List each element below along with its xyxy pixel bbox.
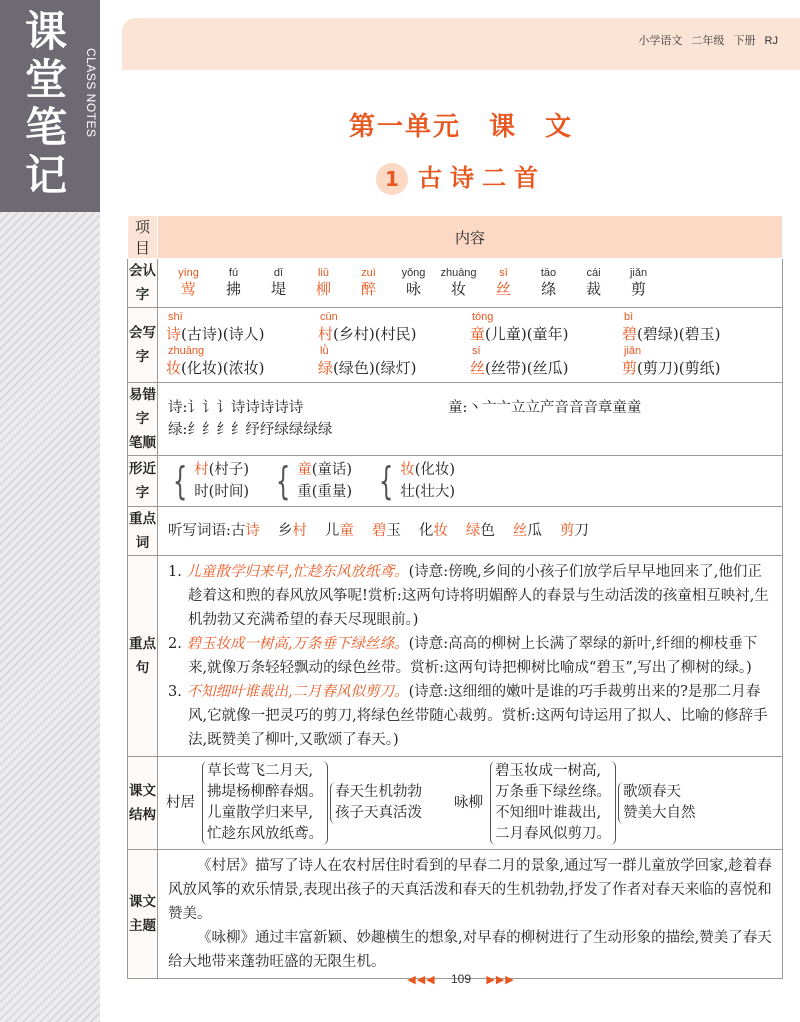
unit-title: 第一单元 课 文 — [348, 112, 573, 142]
keyword-hl: 剪 — [559, 523, 575, 539]
similar-a-char: 妆 — [400, 462, 415, 478]
pinyin: bì — [624, 311, 634, 323]
poem1-summary-line: 孩子天真活泼 — [335, 805, 422, 821]
header-grade: 二年级 — [691, 35, 725, 47]
row-similar — [128, 456, 783, 507]
lesson-number-badge: 1 — [376, 163, 408, 195]
label-stroke-2: 笔顺 — [129, 435, 156, 451]
keyword-post: 色 — [480, 523, 495, 539]
keyword-hl: 村 — [292, 523, 307, 539]
hanzi: 妆 — [166, 359, 182, 377]
lesson-title-text: 古诗二首 — [418, 164, 546, 192]
keyword-pre: 古 — [230, 523, 246, 539]
poem1-title: 村居 — [166, 794, 195, 811]
sentence-quote: 儿童散学归来早,忙趁东风放纸鸢。 — [186, 564, 409, 580]
label-theme-1: 课文 — [129, 894, 156, 910]
brace-icon: { — [378, 459, 394, 503]
sentences-content — [158, 556, 783, 757]
recognize-char — [301, 267, 346, 299]
label-structure-1: 课文 — [129, 783, 156, 799]
poem2-summary-line: 歌颂春天 — [623, 784, 681, 800]
brace-icon: { — [172, 459, 188, 503]
keyword — [466, 523, 495, 539]
poem2-line: 二月春风似剪刀。 — [495, 826, 611, 842]
write-char-words — [622, 323, 774, 345]
hanzi: 绿 — [318, 359, 334, 377]
similar-content — [158, 456, 783, 507]
similar-a — [194, 459, 249, 481]
label-write: 会写字 — [128, 308, 158, 383]
keyword — [419, 523, 448, 539]
label-keywords: 重点词 — [128, 507, 158, 556]
write-chars — [158, 308, 782, 382]
recognize-chars — [158, 263, 782, 303]
keyword-post: 刀 — [574, 523, 589, 539]
similar-a-word: (化妆) — [414, 462, 456, 478]
similar-a-char: 童 — [297, 462, 312, 478]
theme-content — [158, 850, 783, 979]
pinyin: sī — [499, 267, 508, 279]
sentence-item — [168, 632, 770, 680]
similar-pair — [271, 459, 352, 503]
similar-b: 时(时间) — [194, 484, 250, 500]
side-subtitle: CLASS NOTES — [84, 48, 98, 138]
structure-content — [158, 757, 783, 850]
write-char — [470, 345, 622, 379]
write-char-words — [166, 357, 318, 379]
keyword — [325, 523, 354, 539]
poem2-title: 咏柳 — [454, 794, 483, 811]
page-number: 109 — [450, 972, 472, 986]
write-char — [166, 345, 318, 379]
label-theme-2: 主题 — [129, 918, 156, 934]
poem1-summary-line: 春天生机勃勃 — [335, 784, 422, 800]
label-theme — [128, 850, 158, 979]
recognize-char — [346, 267, 391, 299]
keyword — [278, 523, 307, 539]
sentence-item — [168, 680, 770, 752]
table-header-row — [128, 216, 783, 259]
side-title — [16, 8, 76, 200]
similar-a — [297, 459, 352, 481]
words: (化妆)(浓妆) — [181, 359, 265, 377]
keyword-pre: 儿 — [324, 523, 340, 539]
write-char — [318, 311, 470, 345]
stroke-tong: 童:丶亠亠立立产音音音章童童 — [448, 400, 642, 416]
recognize-char — [256, 267, 301, 299]
keyword-hl: 妆 — [433, 523, 448, 539]
right-arrows-icon: ▶▶▶ — [486, 974, 515, 986]
row-recognize — [128, 259, 783, 308]
left-arrows-icon: ◀◀◀ — [407, 974, 436, 986]
pinyin: fú — [228, 267, 239, 279]
pinyin: zuì — [361, 267, 376, 279]
hanzi: 村 — [318, 325, 334, 343]
pinyin: sī — [472, 345, 481, 357]
write-char-words — [622, 357, 774, 379]
poem1-line: 儿童散学归来早, — [207, 805, 314, 821]
side-stripe — [0, 212, 100, 1022]
recognize-char — [166, 267, 211, 299]
poem2-line: 不知细叶谁裁出, — [495, 805, 602, 821]
write-char-words — [318, 357, 470, 379]
header-info — [638, 32, 778, 48]
keyword — [372, 523, 401, 539]
pinyin: tāo — [540, 267, 557, 279]
sentence-quote: 碧玉妆成一树高,万条垂下绿丝绦。 — [186, 636, 409, 652]
recognize-char — [616, 267, 661, 299]
hanzi: 柳 — [315, 280, 331, 298]
write-char-words — [166, 323, 318, 345]
keyword-hl: 诗 — [245, 523, 260, 539]
keyword-post: 玉 — [386, 523, 401, 539]
lesson-title — [122, 158, 800, 195]
recognize-char — [391, 267, 436, 299]
write-row — [166, 345, 774, 379]
poem1-line: 拂堤杨柳醉春烟。 — [207, 784, 323, 800]
keyword-hl: 碧 — [371, 523, 387, 539]
header-subject: 小学语文 — [638, 35, 683, 47]
poem1-line: 草长莺飞二月天, — [207, 763, 314, 779]
pinyin: shī — [168, 311, 183, 323]
write-char — [166, 311, 318, 345]
header-volume: 下册 — [733, 35, 756, 47]
poem1-line: 忙趁东风放纸鸢。 — [207, 826, 323, 842]
stroke-lv: 绿:纟纟纟纟纾纾绿绿绿绿 — [168, 422, 333, 438]
pinyin: yīng — [178, 267, 199, 279]
side-title-char: 堂 — [24, 55, 67, 104]
keywords-content — [158, 507, 783, 556]
recognize-char — [436, 267, 481, 299]
label-sentences: 重点句 — [128, 556, 158, 757]
similar-a-word: (童话) — [311, 462, 353, 478]
poem2-summary — [618, 782, 700, 824]
row-theme — [128, 850, 783, 979]
label-structure-2: 结构 — [129, 807, 156, 823]
similar-lines — [400, 459, 455, 503]
keyword-hl: 丝 — [512, 523, 528, 539]
label-stroke — [128, 383, 158, 456]
similar-a — [400, 459, 455, 481]
pinyin: zhuāng — [168, 345, 205, 357]
theme-paragraph-1: 《村居》描写了诗人在农村居住时看到的早春二月的景象,通过写一群儿童放学回家,趁着春风放风筝的欢乐情景,表现出孩子的天真活泼和春天的生机勃勃,抒发了作者对春天来临的喜悦和赞美。 — [168, 858, 772, 922]
row-sentences — [128, 556, 783, 757]
similar-pair — [168, 459, 249, 503]
hanzi: 诗 — [166, 325, 182, 343]
similar-a-char: 村 — [194, 462, 209, 478]
label-recognize: 会认字 — [128, 259, 158, 308]
pinyin: jiǎn — [624, 345, 642, 357]
keyword — [560, 523, 589, 539]
write-char-words — [470, 357, 622, 379]
brace-icon: { — [275, 459, 291, 503]
similar-lines — [297, 459, 352, 503]
hanzi: 丝 — [470, 359, 486, 377]
row-structure — [128, 757, 783, 850]
write-char — [470, 311, 622, 345]
stroke-content — [158, 383, 783, 456]
similar-b: 壮(壮大) — [400, 484, 456, 500]
keyword-hl: 绿 — [465, 523, 481, 539]
keyword-pre: 乡 — [277, 523, 293, 539]
hanzi: 裁 — [585, 280, 601, 298]
hanzi: 丝 — [495, 280, 511, 298]
write-char-words — [318, 323, 470, 345]
keyword-hl: 童 — [339, 523, 354, 539]
words: (儿童)(童年) — [485, 325, 569, 343]
sentence-num: 3. — [168, 684, 187, 700]
side-edge — [100, 0, 122, 1022]
similar-lines — [194, 459, 249, 503]
keyword-pre: 化 — [418, 523, 434, 539]
words: (乡村)(村民) — [333, 325, 417, 343]
hanzi: 醉 — [360, 280, 376, 298]
theme-paragraph-2: 《咏柳》通过丰富新颖、妙趣横生的想象,对早春的柳树进行了生动形象的描绘,赞美了春天给大地带来蓬勃旺盛的无限生机。 — [168, 930, 772, 970]
side-title-char: 记 — [24, 151, 67, 200]
pinyin: zhuāng — [440, 267, 477, 279]
sentence-explain: (诗意:高高的柳树上长满了翠绿的新叶,纤细的柳枝垂下来,就像万条轻轻飘动的绿色丝带。赏析:这两句诗把柳树比喻成“碧玉”,写出了柳树的绿。) — [188, 636, 758, 676]
header-content: 内容 — [158, 216, 783, 259]
sentence-explain: (诗意:傍晚,乡间的小孩子们放学后早早地回来了,他们正趁着这和煦的春风放风筝呢!赏析:这两句诗将明媚醉人的春景与生动活泼的孩童相互映衬,生机勃勃又充满希望的春天尽现眼前。) — [188, 564, 769, 628]
keyword — [513, 523, 542, 539]
hanzi: 绦 — [540, 280, 556, 298]
structure-diagram — [158, 757, 782, 849]
pinyin: yǒng — [401, 267, 426, 279]
hanzi: 剪 — [622, 359, 638, 377]
label-stroke-1: 易错字 — [129, 387, 156, 427]
pinyin: liǔ — [317, 267, 329, 279]
pinyin: cūn — [320, 311, 338, 323]
header-edition: RJ — [764, 35, 778, 47]
side-title-char: 笔 — [24, 103, 67, 152]
row-write — [128, 308, 783, 383]
similar-a-word: (村子) — [208, 462, 250, 478]
header-item: 项目 — [128, 216, 158, 259]
row-stroke — [128, 383, 783, 456]
similar-b: 重(重量) — [297, 484, 353, 500]
words: (剪刀)(剪纸) — [637, 359, 721, 377]
write-char — [622, 311, 774, 345]
keywords-prefix: 听写词语: — [168, 523, 231, 539]
page-footer — [122, 972, 800, 986]
pinyin: tóng — [472, 311, 494, 323]
pinyin: lǜ — [320, 345, 329, 357]
recognize-char — [571, 267, 616, 299]
write-char-words — [470, 323, 622, 345]
sentence-num: 2. — [168, 636, 187, 652]
keyword — [231, 523, 260, 539]
hanzi: 碧 — [622, 325, 638, 343]
label-similar: 形近字 — [128, 456, 158, 507]
recognize-char — [526, 267, 571, 299]
hanzi: 咏 — [405, 280, 421, 298]
poem2-line: 碧玉妆成一树高, — [495, 763, 602, 779]
words: (丝带)(丝瓜) — [485, 359, 569, 377]
sentence-item — [168, 560, 770, 632]
pinyin: dī — [273, 267, 284, 279]
words: (古诗)(诗人) — [181, 325, 265, 343]
sentence-num: 1. — [168, 564, 187, 580]
row-keywords — [128, 507, 783, 556]
write-content — [158, 308, 783, 383]
notes-table — [127, 215, 783, 979]
poem1-lines — [202, 761, 328, 845]
poem2-lines — [490, 761, 616, 845]
recognize-char — [481, 267, 526, 299]
pinyin: cái — [586, 267, 601, 279]
hanzi: 剪 — [630, 280, 646, 298]
recognize-content — [158, 259, 783, 308]
pinyin: jiǎn — [629, 267, 648, 279]
poem2-summary-line: 赞美大自然 — [623, 805, 696, 821]
sentence-explain: (诗意:这细细的嫩叶是谁的巧手裁剪出来的?是那二月春风,它就像一把灵巧的剪刀,将绿色丝带随心裁剪。赏析:这两句诗运用了拟人、比喻的修辞手法,既赞美了柳叶,又歌颂了春天。) — [188, 684, 768, 748]
hanzi: 妆 — [450, 280, 466, 298]
recognize-char — [211, 267, 256, 299]
label-structure — [128, 757, 158, 850]
hanzi: 童 — [470, 325, 486, 343]
side-title-char: 课 — [24, 7, 67, 56]
hanzi: 堤 — [270, 280, 286, 298]
sentence-quote: 不知细叶谁裁出,二月春风似剪刀。 — [186, 684, 409, 700]
words: (绿色)(绿灯) — [333, 359, 417, 377]
write-char — [318, 345, 470, 379]
poem1-summary — [330, 782, 426, 824]
words: (碧绿)(碧玉) — [637, 325, 721, 343]
stroke-shi: 诗:讠讠讠诗诗诗诗诗 — [168, 400, 304, 416]
poem2-line: 万条垂下绿丝绦。 — [495, 784, 611, 800]
keyword-post: 瓜 — [527, 523, 542, 539]
write-char — [622, 345, 774, 379]
hanzi: 拂 — [225, 280, 241, 298]
hanzi: 莺 — [180, 280, 196, 298]
similar-pair — [374, 459, 455, 503]
write-row — [166, 311, 774, 345]
